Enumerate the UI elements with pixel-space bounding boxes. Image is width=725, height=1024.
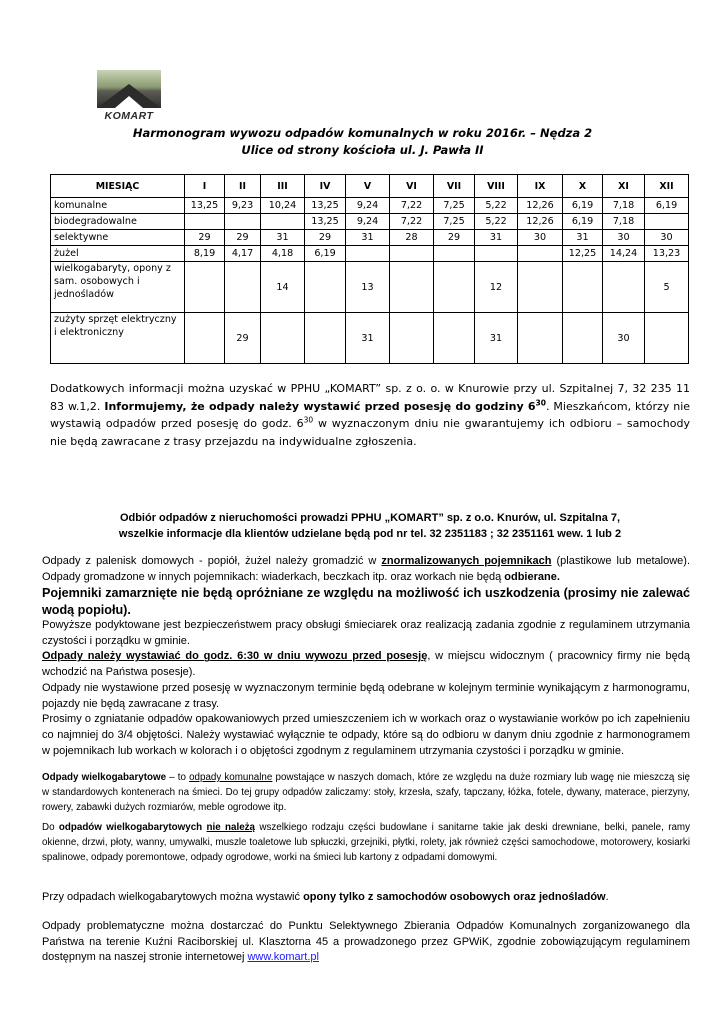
table-cell: 13,25 (305, 214, 346, 230)
document-title: Harmonogram wywozu odpadów komunalnych w roku 2016r. – Nędza 2 (132, 126, 593, 140)
table-cell: 13,25 (305, 198, 346, 214)
table-cell (185, 262, 225, 313)
table-row (51, 198, 689, 214)
rules-section (42, 554, 690, 759)
table-cell: 9,23 (225, 198, 261, 214)
header-cell: VIII (475, 175, 518, 198)
table-cell: 29 (305, 230, 346, 246)
operator-heading-line: Odbiór odpadów z nieruchomości prowadzi PPHU „KOMART” sp. z o.o. Knurów, ul. Szpitalna 7, (119, 512, 621, 524)
table-cell: 30 (603, 230, 645, 246)
operator-heading-line: wszelkie informacje dla klientów udzielane będą pod nr tel. 32 2351183 ; 32 2351161 wew. 1 lub 2 (118, 528, 622, 540)
table-cell: 31 (475, 230, 518, 246)
definition-text: powstające w naszych domach, które ze względu na duże rozmiary lub wagę nie mieszczą się w standardowych kontenerach na śmieci. Do tej grupy odpadów zaliczamy: stoły, krzesła, szafy, tapczany, łóżka, fotele, dywany, materace, pierzyny, rowery, zabawki dużych rozmiarów, meble ogrodowe itp. (42, 772, 690, 813)
rules-emphasis: Odpady należy wystawiać do godz. 6:30 w dniu wywozu przed posesję (42, 650, 428, 663)
table-row (51, 214, 689, 230)
table-cell: 28 (390, 230, 434, 246)
table-cell (225, 262, 261, 313)
time-superscript: 30 (303, 415, 314, 425)
table-row (51, 313, 689, 364)
header-cell: XI (603, 175, 645, 198)
table-cell: 5 (645, 262, 689, 313)
table-cell: 14,24 (603, 246, 645, 262)
table-cell: 12 (475, 262, 518, 313)
table-cell: 7,18 (603, 198, 645, 214)
exclusions-text: wszelkiego rodzaju części budowlane i sanitarne takie jak deski drewniane, belki, panele, ramy okienne, drzwi, płoty, wanny, umywalki, muszle toaletowe lub spłuczki, grzejniki, płytki, rolety, jak również części samochodowe, motorowery, kosiarki spalinowe, odpady poremontowe, odpady ogrodowe, worki na śmieci lub kartony z odpadami domowymi. (42, 822, 690, 863)
definition-term: Odpady wielkogabarytowe (42, 772, 167, 783)
collection-point-note (42, 919, 690, 966)
website-link[interactable]: www.komart.pl (247, 951, 319, 964)
table-cell: 31 (261, 230, 305, 246)
row-label: żużel (51, 246, 185, 262)
definition-text: – to (166, 772, 190, 783)
table-row (51, 230, 689, 246)
table-cell: 6,19 (645, 198, 689, 214)
table-cell (305, 262, 346, 313)
table-cell (305, 313, 346, 364)
table-cell: 9,24 (346, 198, 390, 214)
rules-paragraph: Powyższe podyktowane jest bezpieczeństwem pracy obsługi śmieciarek oraz realizacją zadania zgodnie z regulaminem utrzymania czystości i porządku w gminie. (42, 619, 690, 647)
row-label: komunalne (51, 198, 185, 214)
table-cell (645, 214, 689, 230)
schedule-table (50, 174, 689, 364)
table-cell (261, 313, 305, 364)
rules-text: , w miejscu widocznym ( pracownicy firmy nie będą wchodzić na Państwa posesje). (42, 650, 690, 679)
table-cell: 29 (225, 313, 261, 364)
bulky-waste-definition (42, 770, 690, 815)
table-cell: 7,18 (603, 214, 645, 230)
rules-paragraph: Prosimy o zgniatanie odpadów opakowaniowych przed umieszczeniem ich w workach oraz o wystawianie worków po ich zapełnieniu co najmniej do 3/4 objętości. Należy wystawiać wyłącznie te odpady, które są do odbioru w danym dniu zgodnie z harmonogramem w pojemnikach lub workach w kolorach i o objętości zgodnym z regulaminem utrzymania czystości i porządku w gminie. (42, 713, 690, 757)
table-cell: 14 (261, 262, 305, 313)
tyres-text: . (605, 891, 609, 903)
header-cell: VII (434, 175, 475, 198)
rules-text: Odpady z palenisk domowych - popiół, żużel należy gromadzić w (42, 555, 382, 567)
table-row (51, 246, 689, 262)
table-cell (518, 313, 563, 364)
table-cell (185, 313, 225, 364)
bulky-waste-exclusions (42, 820, 690, 865)
table-cell (518, 246, 563, 262)
header-cell: XII (645, 175, 689, 198)
table-cell (518, 262, 563, 313)
operator-heading (55, 510, 685, 542)
table-cell: 7,25 (434, 198, 475, 214)
header-cell: VI (390, 175, 434, 198)
row-label: biodegradowalne (51, 214, 185, 230)
table-cell (261, 214, 305, 230)
row-label: zużyty sprzęt elektryczny i elektroniczny (51, 313, 185, 364)
header-cell: V (346, 175, 390, 198)
header-cell: MIESIĄC (51, 175, 185, 198)
info-text: . Mieszkańcom, którzy nie wystawią odpadów przed posesję do godz. 6 (50, 399, 691, 430)
table-cell (434, 262, 475, 313)
header-cell: IX (518, 175, 563, 198)
table-cell (645, 313, 689, 364)
table-cell: 7,22 (390, 198, 434, 214)
tyres-note (42, 889, 690, 905)
table-cell (185, 214, 225, 230)
table-cell: 29 (434, 230, 475, 246)
table-cell (390, 246, 434, 262)
header-cell: X (563, 175, 603, 198)
table-cell: 30 (518, 230, 563, 246)
table-cell (434, 313, 475, 364)
table-cell: 4,17 (225, 246, 261, 262)
table-cell: 6,19 (305, 246, 346, 262)
table-cell: 6,19 (563, 214, 603, 230)
table-row (51, 262, 689, 313)
row-label: selektywne (51, 230, 185, 246)
table-cell: 13 (346, 262, 390, 313)
exclusions-text: Do (42, 822, 59, 833)
table-cell: 7,25 (434, 214, 475, 230)
header-cell: II (225, 175, 261, 198)
rules-text: (plastikowe lub metalowe). Odpady gromadzone w innych pojemnikach: wiaderkach, beczkach itp. oraz workach nie będą (42, 555, 691, 583)
table-cell: 31 (475, 313, 518, 364)
table-cell (434, 246, 475, 262)
header-cell: IV (305, 175, 346, 198)
table-cell (603, 262, 645, 313)
table-cell: 12,25 (563, 246, 603, 262)
info-paragraph (50, 380, 690, 450)
table-cell: 13,25 (185, 198, 225, 214)
table-cell: 29 (185, 230, 225, 246)
time-superscript: 30 (535, 397, 546, 407)
rules-paragraph (42, 649, 690, 680)
header-cell: III (261, 175, 305, 198)
table-cell (563, 262, 603, 313)
document-subtitle: Ulice od strony kościoła ul. J. Pawła II (241, 143, 484, 157)
komart-logo (93, 70, 165, 124)
table-cell: 5,22 (475, 214, 518, 230)
table-cell: 10,24 (261, 198, 305, 214)
table-cell (390, 313, 434, 364)
table-cell (563, 313, 603, 364)
exclusions-emphasis: nie należą (206, 822, 256, 833)
rules-emphasis: odbierane. (504, 570, 560, 583)
tyres-emphasis: opony tylko z samochodów osobowych oraz jednośladów (303, 891, 606, 903)
info-text: w wyznaczonym dniu nie gwarantujemy ich odbioru – samochody nie będą zawracane z trasy przejazdu na indywidualne zgłoszenia. (50, 417, 690, 448)
table-cell (390, 262, 434, 313)
logo-mark-icon (93, 70, 165, 112)
table-cell: 5,22 (475, 198, 518, 214)
table-cell: 12,26 (518, 198, 563, 214)
table-header-row (51, 175, 689, 198)
header-cell: I (185, 175, 225, 198)
row-label: wielkogabaryty, opony z sam. osobowych i jednośladów (51, 262, 185, 313)
collection-point-text: Odpady problematyczne można dostarczać do Punktu Selektywnego Zbierania Odpadów Komunalnych zorganizowanego dla Państwa na terenie Kuźni Raciborskiej ul. Klasztorna 45 a prowadzonego przez GPWiK, zgodnie zobowiązującym regulaminem dostępnym na naszej stronie internetowej (42, 920, 690, 964)
info-text: Dodatkowych informacji można uzyskać w PPHU „KOMART” sp. z o. o. w Knurowie przy ul. Szpitalnej 7, 32 235 11 83 w.1,2. (50, 382, 690, 413)
table-cell: 30 (645, 230, 689, 246)
rules-paragraph (42, 554, 690, 585)
exclusions-term: odpadów wielkogabarytowych (58, 822, 203, 833)
definition-underline: odpady komunalne (189, 772, 273, 783)
table-cell (475, 246, 518, 262)
logo-text: KOMART (104, 110, 154, 122)
frozen-containers-warning: Pojemniki zamarznięte nie będą opróżniane ze względu na możliwość ich uszkodzenia (prosimy nie zalewać wodą popiołu). (42, 586, 690, 617)
rules-paragraph: Odpady nie wystawione przed posesję w wyznaczonym terminie będą odebrane w kolejnym terminie wynikającym z harmonogramu, pojazdy nie będą zawracane z trasy. (42, 681, 690, 710)
table-cell: 8,19 (185, 246, 225, 262)
rules-emphasis: znormalizowanych pojemnikach (381, 555, 552, 567)
table-cell (225, 214, 261, 230)
table-cell (346, 246, 390, 262)
table-cell: 31 (346, 230, 390, 246)
table-cell: 13,23 (645, 246, 689, 262)
table-cell: 31 (346, 313, 390, 364)
table-cell: 4,18 (261, 246, 305, 262)
table-cell: 9,24 (346, 214, 390, 230)
tyres-text: Przy odpadach wielkogabarytowych można wystawić (42, 891, 304, 903)
table-cell: 7,22 (390, 214, 434, 230)
table-cell: 29 (225, 230, 261, 246)
table-cell: 12,26 (518, 214, 563, 230)
info-emphasis: Informujemy, że odpady należy wystawić przed posesję do godziny 6 (104, 399, 536, 413)
table-cell: 31 (563, 230, 603, 246)
table-cell: 30 (603, 313, 645, 364)
table-cell: 6,19 (563, 198, 603, 214)
